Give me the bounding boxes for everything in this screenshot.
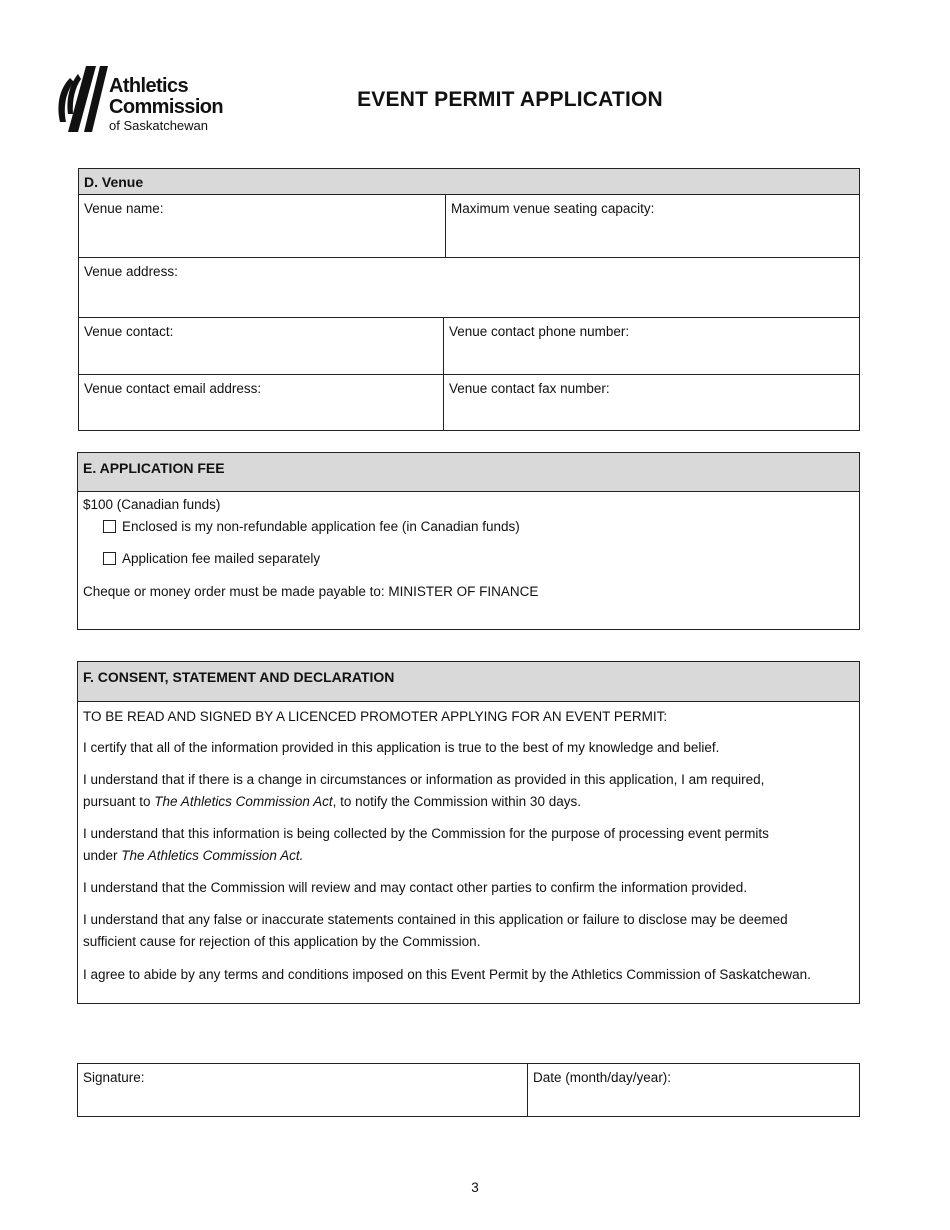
venue-email-field[interactable] (78, 374, 444, 431)
venue-address-label: Venue address: (84, 264, 178, 279)
fee-mailed-checkbox[interactable] (103, 552, 116, 565)
commission-logo (56, 64, 236, 136)
venue-capacity-field[interactable] (445, 194, 860, 258)
fee-section-header: E. APPLICATION FEE (77, 452, 860, 492)
signature-field[interactable] (77, 1063, 528, 1117)
signature-label: Signature: (83, 1070, 145, 1085)
venue-section-header: D. Venue (78, 168, 860, 195)
logo-line-2: Commission (109, 96, 224, 118)
venue-email-label: Venue contact email address: (84, 381, 262, 396)
venue-name-field[interactable] (78, 194, 446, 258)
act-name: The Athletics Commission Act (154, 794, 333, 809)
venue-capacity-label: Maximum venue seating capacity: (451, 201, 655, 216)
consent-change-notice: I understand that if there is a change in circumstances or information as provided in this application, I am required, pursuant to The Athletics Commission Act, to notify the Commission within 30 days. (83, 772, 765, 809)
venue-contact-label: Venue contact: (84, 324, 174, 339)
page-title: EVENT PERMIT APPLICATION (357, 88, 663, 111)
consent-false-statements: I understand that any false or inaccurate statements contained in this application or failure to disclose may be deemed sufficient cause for rejection of this application by the Commission. (83, 912, 788, 949)
fee-mailed-option[interactable] (103, 551, 320, 566)
consent-section-header: F. CONSENT, STATEMENT AND DECLARATION (77, 661, 860, 702)
fee-mailed-label: Application fee mailed separately (122, 551, 321, 566)
consent-section-body (77, 701, 860, 1004)
logo-line-1: Athletics (109, 75, 189, 97)
act-name: The Athletics Commission Act. (121, 848, 304, 863)
venue-name-label: Venue name: (84, 201, 164, 216)
consent-intro: TO BE READ AND SIGNED BY A LICENCED PROMOTER APPLYING FOR AN EVENT PERMIT: (83, 709, 668, 724)
date-field[interactable] (527, 1063, 860, 1117)
consent-collection-notice: I understand that this information is being collected by the Commission for the purpose of processing event permits under The Athletics Commission Act. (83, 826, 769, 863)
page-number: 3 (471, 1180, 479, 1195)
fee-amount: $100 (Canadian funds) (83, 497, 221, 512)
consent-certify: I certify that all of the information provided in this application is true to the best of my knowledge and belief. (83, 740, 720, 755)
consent-review-notice: I understand that the Commission will review and may contact other parties to confirm the information provided. (83, 880, 748, 895)
fee-enclosed-label: Enclosed is my non-refundable application fee (in Canadian funds) (122, 519, 520, 534)
venue-phone-field[interactable] (443, 317, 860, 375)
fee-section-body (77, 491, 860, 630)
fee-payable-note: Cheque or money order must be made payable to: MINISTER OF FINANCE (83, 584, 539, 599)
fee-enclosed-option[interactable] (103, 519, 520, 534)
logo-line-3: of Saskatchewan (109, 118, 209, 133)
logo-mark-icon (56, 64, 108, 134)
venue-address-field[interactable] (78, 257, 860, 318)
consent-agreement: I agree to abide by any terms and conditions imposed on this Event Permit by the Athletics Commission of Saskatchewan. (83, 967, 811, 982)
venue-fax-label: Venue contact fax number: (449, 381, 610, 396)
venue-phone-label: Venue contact phone number: (449, 324, 630, 339)
date-label: Date (month/day/year): (533, 1070, 672, 1085)
venue-contact-field[interactable] (78, 317, 444, 375)
venue-fax-field[interactable] (443, 374, 860, 431)
fee-enclosed-checkbox[interactable] (103, 520, 116, 533)
